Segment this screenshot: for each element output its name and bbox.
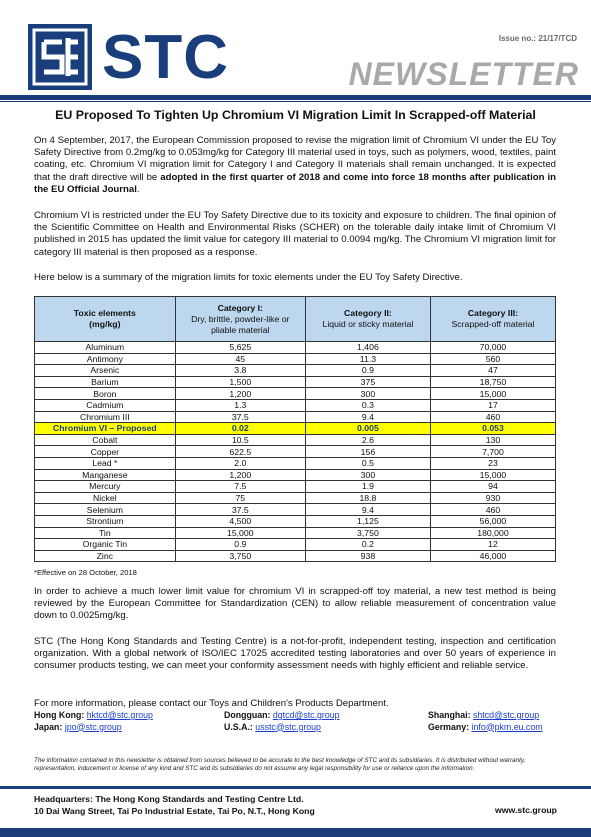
contact-label: Shanghai: [428, 710, 471, 720]
element-name-cell: Zinc [35, 550, 176, 562]
element-name-cell: Chromium VI – Proposed [35, 423, 176, 435]
limit-value-cell: 1,500 [175, 376, 305, 388]
header-col1-title: Toxic elements [73, 308, 136, 318]
contact-label: Hong Kong: [34, 710, 85, 720]
limit-value-cell: 37.5 [175, 504, 305, 516]
limit-value-cell: 18,750 [430, 376, 555, 388]
table-header-row [35, 297, 556, 342]
limit-value-cell: 3,750 [305, 527, 430, 539]
email-link-dongguan[interactable]: dgtcd@stc.group [272, 710, 340, 720]
contact-label: Japan: [34, 721, 63, 732]
footer-rule [0, 786, 591, 789]
limit-value-cell: 3.8 [175, 365, 305, 377]
limit-value-cell: 17 [430, 399, 555, 411]
element-name-cell: Mercury [35, 481, 176, 493]
limit-value-cell: 0.053 [430, 423, 555, 435]
limit-value-cell: 46,000 [430, 550, 555, 562]
limit-value-cell: 622.5 [175, 446, 305, 458]
table-row [35, 353, 556, 365]
table-row [35, 504, 556, 516]
limit-value-cell: 460 [430, 411, 555, 423]
table-row [35, 365, 556, 377]
limit-value-cell: 2.6 [305, 434, 430, 446]
table-footnote: *Effective on 28 October, 2018 [34, 568, 137, 577]
limit-value-cell: 375 [305, 376, 430, 388]
footer-hq-line1: Headquarters: The Hong Kong Standards and Testing Centre Ltd. [34, 794, 304, 804]
limit-value-cell: 5,625 [175, 342, 305, 354]
table-row [35, 515, 556, 527]
header-category-2 [305, 297, 430, 342]
contact-hong-kong [34, 710, 153, 722]
limit-value-cell: 3,750 [175, 550, 305, 562]
contact-usa [224, 722, 321, 734]
limit-value-cell: 12 [430, 539, 555, 551]
element-name-cell: Antimony [35, 353, 176, 365]
limit-value-cell: 300 [305, 469, 430, 481]
header-col1-unit: (mg/kg) [89, 319, 121, 329]
limit-value-cell: 0.02 [175, 423, 305, 435]
limit-value-cell: 156 [305, 446, 430, 458]
limit-value-cell: 15,000 [430, 388, 555, 400]
paragraph-intro [34, 135, 556, 196]
header-toxic-elements [35, 297, 176, 342]
limit-value-cell: 9.4 [305, 411, 430, 423]
element-name-cell: Barium [35, 376, 176, 388]
header-col2-title: Category I: [217, 302, 263, 313]
paragraph-about-stc: STC (The Hong Kong Standards and Testing Centre) is a not-for-profit, independent testing, inspection and certification organization. With a global network of ISO/IEC 17025 accredited testing laboratories and over 50 years of experience in consumer products testing, we can meet your conformity assessment needs with highly efficient and reliable service. [34, 636, 556, 672]
header-rule [0, 95, 591, 100]
element-name-cell: Chromium III [35, 411, 176, 423]
limit-value-cell: 560 [430, 353, 555, 365]
intro-bold-text: adopted in the first quarter of 2018 and come into force 18 months after publication in the EU Official Journal [34, 171, 556, 195]
limit-value-cell: 0.5 [305, 457, 430, 469]
contact-shanghai [428, 710, 539, 722]
limit-value-cell: 1.3 [175, 399, 305, 411]
header-category-1 [175, 297, 305, 342]
element-name-cell: Cobalt [35, 434, 176, 446]
header-category-3 [430, 297, 555, 342]
limit-value-cell: 180,000 [430, 527, 555, 539]
article-title: EU Proposed To Tighten Up Chromium VI Migration Limit In Scrapped-off Material [55, 108, 536, 122]
limit-value-cell: 1.9 [305, 481, 430, 493]
table-row [35, 342, 556, 354]
email-link-germany[interactable]: info@pkm.eu.com [471, 721, 543, 732]
email-link-hong-kong[interactable]: hktcd@stc.group [86, 710, 153, 720]
limit-value-cell: 11.3 [305, 353, 430, 365]
element-name-cell: Aluminum [35, 342, 176, 354]
logo-wordmark: STC [102, 23, 229, 92]
limit-value-cell: 9.4 [305, 504, 430, 516]
table-row [35, 388, 556, 400]
email-link-shanghai[interactable]: shtcd@stc.group [472, 710, 540, 720]
table-row [35, 446, 556, 458]
contact-germany [428, 722, 543, 734]
limit-value-cell: 1,406 [305, 342, 430, 354]
header-col3-title: Category II: [344, 308, 392, 318]
contact-list [34, 710, 556, 733]
stc-logo-mark [28, 24, 92, 90]
disclaimer: The information contained in this newsletter is obtained from sources believed to be accurate to the best knowledge of STC and its subsidiaries. It is distributed without warranty, representation, inducement or license of any kind and STC and its subsidiaries do not assume any legal responsibility for use or reliance upon the information. [34, 757, 526, 773]
migration-limits-table [34, 296, 556, 562]
contact-label: Germany: [428, 721, 470, 732]
email-link-usa[interactable]: usstc@stc.group [255, 721, 321, 732]
contact-label: U.S.A.: [224, 721, 253, 732]
limit-value-cell: 130 [430, 434, 555, 446]
limit-value-cell: 70,000 [430, 342, 555, 354]
element-name-cell: Organic Tin [35, 539, 176, 551]
header-rule-thin [0, 101, 591, 102]
limit-value-cell: 56,000 [430, 515, 555, 527]
limit-value-cell: 15,000 [430, 469, 555, 481]
footer-address [34, 794, 315, 817]
limit-value-cell: 0.3 [305, 399, 430, 411]
table-row [35, 376, 556, 388]
header-col4-desc: Scrapped-off material [451, 319, 535, 329]
table-row [35, 399, 556, 411]
table-row [35, 423, 556, 435]
element-name-cell: Lead * [35, 457, 176, 469]
table-row [35, 457, 556, 469]
paragraph-test-method: In order to achieve a much lower limit value for chromium VI in scrapped-off toy material, a new test method is being reviewed by the European Committee for Standardization (CEN) to allow reliable measurement of concentration value down to 0.0025mg/kg. [34, 586, 556, 622]
limit-value-cell: 1,200 [175, 469, 305, 481]
limit-value-cell: 15,000 [175, 527, 305, 539]
header-col2-desc: Dry, brittle, powder-like or pliable material [191, 313, 290, 335]
limit-value-cell: 37.5 [175, 411, 305, 423]
limit-value-cell: 7,700 [430, 446, 555, 458]
logo-emblem-icon [28, 24, 92, 90]
limit-value-cell: 1,125 [305, 515, 430, 527]
limit-value-cell: 0.2 [305, 539, 430, 551]
newsletter-label: NEWSLETTER [348, 56, 579, 92]
element-name-cell: Cadmium [35, 399, 176, 411]
header-col3-desc: Liquid or sticky material [322, 319, 414, 329]
element-name-cell: Selenium [35, 504, 176, 516]
footer-bar [0, 828, 591, 837]
element-name-cell: Boron [35, 388, 176, 400]
element-name-cell: Arsenic [35, 365, 176, 377]
limit-value-cell: 75 [175, 492, 305, 504]
table-row [35, 539, 556, 551]
contact-label: Dongguan: [224, 710, 271, 720]
limit-value-cell: 938 [305, 550, 430, 562]
limit-value-cell: 7.5 [175, 481, 305, 493]
limit-value-cell: 47 [430, 365, 555, 377]
contact-dongguan [224, 710, 340, 722]
header-col4-title: Category III: [467, 308, 519, 318]
table-row [35, 527, 556, 539]
element-name-cell: Manganese [35, 469, 176, 481]
element-name-cell: Copper [35, 446, 176, 458]
limit-value-cell: 0.9 [305, 365, 430, 377]
table-row [35, 492, 556, 504]
element-name-cell: Nickel [35, 492, 176, 504]
limit-value-cell: 2.0 [175, 457, 305, 469]
table-row [35, 550, 556, 562]
limit-value-cell: 930 [430, 492, 555, 504]
element-name-cell: Strontium [35, 515, 176, 527]
limit-value-cell: 0.005 [305, 423, 430, 435]
limit-value-cell: 460 [430, 504, 555, 516]
limit-value-cell: 94 [430, 481, 555, 493]
paragraph-restriction: Chromium VI is restricted under the EU Toy Safety Directive due to its toxicity and exposure to children. The final opinion of the Scientific Committee on Health and Environmental Risks (SCHER) on the tolerable daily intake limit of Chromium VI published in 2015 has updated the limit value for category III material to 0.0094 mg/kg. The Chromium VI migration limit for category III material is then proposed as a response. [34, 210, 556, 258]
paragraph-summary: Here below is a summary of the migration limits for toxic elements under the EU Toy Safety Directive. [34, 272, 463, 283]
contact-japan [34, 722, 122, 734]
table-body [35, 342, 556, 562]
limit-value-cell: 45 [175, 353, 305, 365]
issue-number: Issue no.: 21/17/TCD [498, 34, 577, 43]
intro-end: . [136, 183, 140, 195]
table-row [35, 469, 556, 481]
limit-value-cell: 300 [305, 388, 430, 400]
table-row [35, 434, 556, 446]
limit-value-cell: 4,500 [175, 515, 305, 527]
limit-value-cell: 10.5 [175, 434, 305, 446]
footer-website[interactable]: www.stc.group [495, 805, 557, 815]
table-row [35, 411, 556, 423]
limit-value-cell: 18.8 [305, 492, 430, 504]
paragraph-contact-intro: For more information, please contact our Toys and Children's Products Department. [34, 698, 389, 709]
limit-value-cell: 1,200 [175, 388, 305, 400]
limit-value-cell: 23 [430, 457, 555, 469]
email-link-japan[interactable]: jpo@stc.group [64, 721, 122, 732]
element-name-cell: Tin [35, 527, 176, 539]
footer-hq-line2: 10 Dai Wang Street, Tai Po Industrial Estate, Tai Po, N.T., Hong Kong [34, 805, 315, 816]
table-row [35, 481, 556, 493]
limit-value-cell: 0.9 [175, 539, 305, 551]
intro-text: On 4 September, 2017, the European Commission proposed to revise the migration limit of Chromium VI under the EU Toy Safety Directive from 0.2mg/kg to 0.053mg/kg for Category III material used in toys, such as polymers, wood, textiles, paint coating, etc. Chromium VI migration limit for Category I and Category II materials shall remain unchanged. It is expected that the draft directive will be [34, 135, 556, 183]
